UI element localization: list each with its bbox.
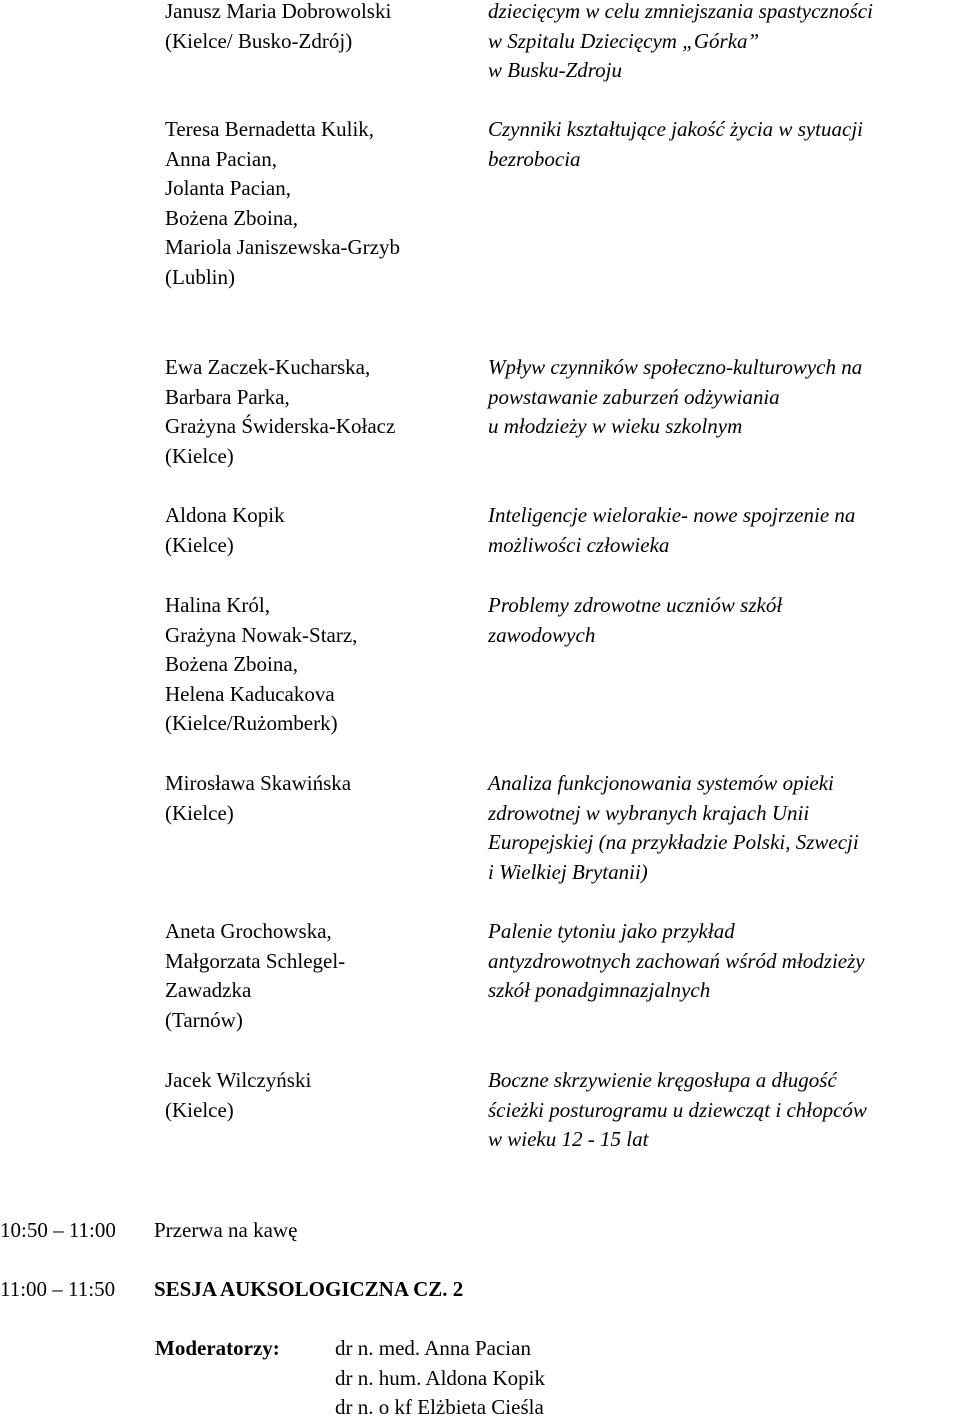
entry-authors [165, 917, 475, 1035]
title-line: dziecięcym w celu zmniejszania spastyczności [488, 0, 873, 23]
schedule-break [0, 1216, 297, 1246]
title-line: w Busku-Zdroju [488, 58, 622, 82]
entry-authors [165, 769, 475, 828]
author-line: Aldona Kopik [165, 503, 285, 527]
entry-title [488, 1066, 958, 1155]
entry-authors [165, 501, 475, 560]
title-line: i Wielkiej Brytanii) [488, 859, 648, 884]
title-line: Inteligencje wielorakie- nowe spojrzenie na [488, 503, 856, 527]
moderators-label: Moderatorzy: [155, 1336, 280, 1360]
author-line: Jolanta Pacian, [165, 176, 291, 200]
title-line: zawodowych [488, 622, 596, 647]
moderators-list [335, 1334, 545, 1423]
title-line: Boczne skrzywienie kręgosłupa a długość [488, 1068, 837, 1092]
entry-authors [165, 115, 475, 292]
author-line: Grażyna Świderska-Kołacz [165, 414, 396, 438]
title-line: bezrobocia [488, 146, 581, 171]
author-line: Janusz Maria Dobrowolski [165, 0, 392, 23]
author-line: (Kielce) [165, 443, 234, 468]
author-line: Jacek Wilczyński [165, 1068, 312, 1092]
title-line: powstawanie zaburzeń odżywiania [488, 384, 780, 409]
schedule-session [0, 1275, 463, 1305]
author-line: (Kielce/Rużomberk) [165, 711, 338, 735]
moderator-name: dr n. hum. Aldona Kopik [335, 1365, 545, 1390]
entry-title [488, 917, 958, 1006]
title-line: Palenie tytoniu jako przykład [488, 919, 735, 943]
entry-title [488, 353, 958, 442]
title-line: szkół ponadgimnazjalnych [488, 978, 711, 1002]
title-line: ścieżki posturogramu u dziewcząt i chłopców [488, 1097, 867, 1122]
author-line: (Kielce) [165, 532, 234, 557]
author-line: Bożena Zboina, [165, 205, 298, 230]
author-line: Halina Król, [165, 593, 270, 617]
title-line: możliwości człowieka [488, 532, 670, 557]
title-line: zdrowotnej w wybranych krajach Unii [488, 800, 810, 825]
author-line: Teresa Bernadetta Kulik, [165, 117, 375, 141]
author-line: (Kielce/ Busko-Zdrój) [165, 28, 353, 53]
author-line: (Kielce) [165, 1097, 234, 1122]
author-line: (Kielce) [165, 800, 234, 825]
entry-authors [165, 591, 475, 739]
moderator-name: dr n. o kf Elżbieta Cieśla [335, 1395, 544, 1419]
author-line: (Tarnów) [165, 1007, 243, 1032]
author-line: (Lublin) [165, 264, 235, 289]
entry-authors [165, 1066, 475, 1125]
entry-title [488, 115, 958, 174]
title-line: w wieku 12 - 15 lat [488, 1127, 649, 1151]
title-line: Problemy zdrowotne uczniów szkół [488, 593, 783, 617]
entry-authors [165, 353, 475, 471]
author-line: Barbara Parka, [165, 384, 290, 409]
moderator-name: dr n. med. Anna Pacian [335, 1336, 531, 1360]
author-line: Zawadzka [165, 978, 252, 1002]
author-line: Małgorzata Schlegel- [165, 948, 346, 973]
author-line: Grażyna Nowak-Starz, [165, 622, 358, 647]
session-title: SESJA AUKSOLOGICZNA CZ. 2 [154, 1277, 464, 1301]
title-line: antyzdrowotnych zachowań wśród młodzieży [488, 948, 865, 973]
entry-title [488, 501, 958, 560]
author-line: Helena Kaducakova [165, 681, 335, 706]
entry-title [488, 591, 958, 650]
title-line: Analiza funkcjonowania systemów opieki [488, 771, 834, 795]
schedule-time: 11:00 – 11:50 [0, 1277, 116, 1301]
schedule-label: Przerwa na kawę [154, 1218, 298, 1242]
entry-authors [165, 0, 475, 56]
entry-title [488, 769, 958, 887]
schedule-time: 10:50 – 11:00 [0, 1218, 116, 1242]
author-line: Aneta Grochowska, [165, 919, 332, 943]
title-line: Czynniki kształtujące jakość życia w sytuacji [488, 117, 864, 141]
author-line: Anna Pacian, [165, 146, 277, 171]
entry-title [488, 0, 958, 86]
title-line: Wpływ czynników społeczno-kulturowych na [488, 355, 863, 379]
title-line: w Szpitalu Dziecięcym „Górka” [488, 28, 760, 53]
author-line: Mariola Janiszewska-Grzyb [165, 235, 400, 259]
author-line: Mirosława Skawińska [165, 771, 352, 795]
author-line: Bożena Zboina, [165, 652, 298, 676]
author-line: Ewa Zaczek-Kucharska, [165, 355, 371, 379]
title-line: Europejskiej (na przykładzie Polski, Szwecji [488, 830, 859, 854]
title-line: u młodzieży w wieku szkolnym [488, 414, 743, 438]
